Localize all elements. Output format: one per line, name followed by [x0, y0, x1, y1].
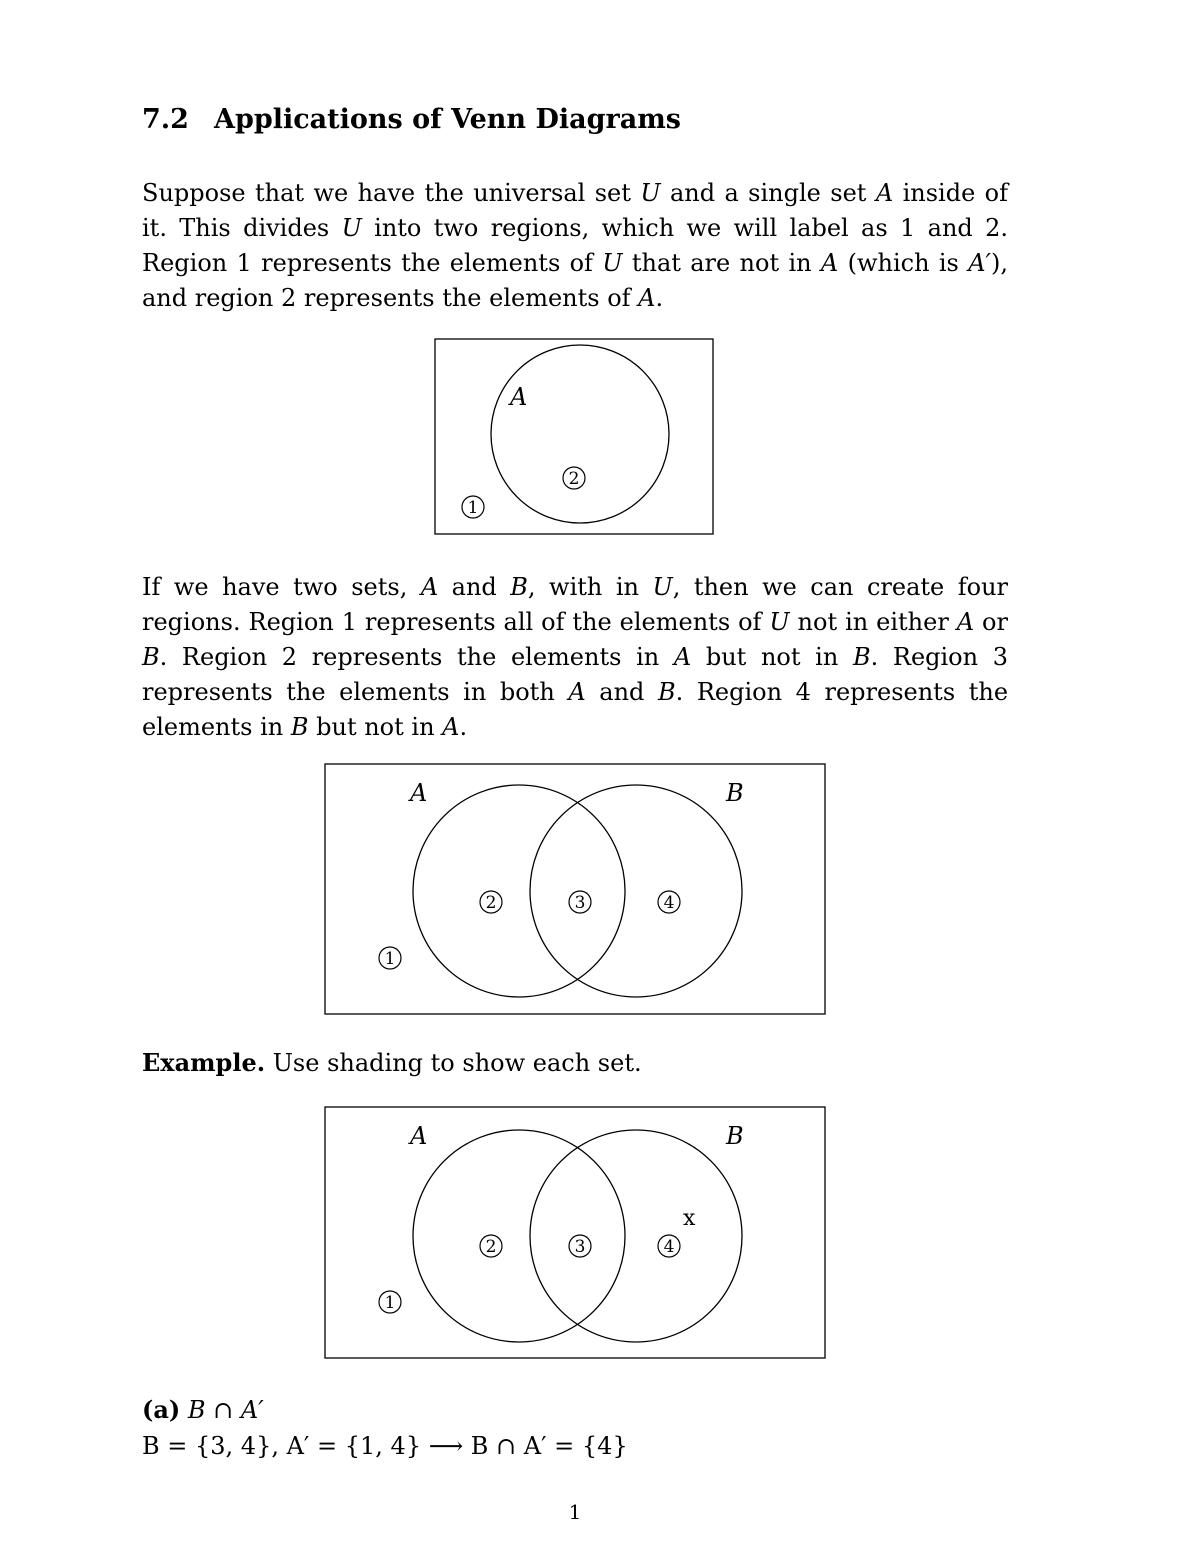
set-a-label: A [410, 779, 428, 807]
example-line [142, 1048, 642, 1077]
set-b-circle [530, 1130, 742, 1342]
svg-text:3: 3 [574, 893, 586, 913]
page-number: 1 [568, 1500, 582, 1524]
svg-text:4: 4 [663, 893, 675, 913]
region-4-marker [658, 891, 680, 913]
part-a-expression: B ∩ A′ [187, 1396, 264, 1424]
section-number: 7.2 [142, 104, 189, 135]
intro-paragraph: Suppose that we have the universal set U and a single set A inside of it. This divides U into two regions, which we will label as 1 and 2. Region 1 represents the elements of U that are not in A (which is A′), and region 2 represents the elements of A. [142, 179, 1009, 312]
universal-set-box [325, 1107, 825, 1358]
region-1-marker [462, 496, 484, 518]
svg-text:1: 1 [384, 1293, 396, 1313]
venn-diagram-example [324, 1106, 827, 1360]
set-b-label: B [726, 1122, 744, 1150]
svg-text:1: 1 [384, 949, 396, 969]
region-1-marker [379, 947, 401, 969]
set-a-circle [491, 345, 669, 523]
example-label: Example. [142, 1048, 266, 1077]
region-3-marker [569, 891, 591, 913]
svg-text:2: 2 [568, 469, 580, 489]
region-2-marker [480, 1235, 502, 1257]
region-2-marker [563, 467, 585, 489]
region-2-marker [480, 891, 502, 913]
venn-diagram-two-sets [324, 763, 827, 1016]
region-3-marker [569, 1235, 591, 1257]
set-b-label: B [726, 779, 744, 807]
part-a [142, 1392, 628, 1464]
set-b-circle [530, 785, 742, 997]
part-a-prompt [142, 1392, 628, 1428]
region-1-marker [379, 1291, 401, 1313]
section-heading [142, 104, 681, 135]
svg-text:4: 4 [663, 1237, 675, 1257]
set-a-label: A [410, 1122, 428, 1150]
svg-text:2: 2 [485, 1237, 497, 1257]
two-sets-paragraph: If we have two sets, A and B, with in U, then we can create four regions. Region 1 represents all of the elements of U not in either A or B. Region 2 represents the elements in A but not in B. Region 3 represents the elements in both A and B. Region 4 represents the elements in B but not in A. [142, 573, 1009, 741]
section-title: Applications of Venn Diagrams [214, 104, 681, 135]
part-a-work: B = {3, 4}, A′ = {1, 4} ⟶ B ∩ A′ = {4} [142, 1432, 628, 1460]
svg-text:3: 3 [574, 1237, 586, 1257]
example-text: Use shading to show each set. [265, 1049, 642, 1077]
region-4-marker [658, 1235, 680, 1257]
svg-text:2: 2 [485, 893, 497, 913]
part-a-label: (a) [142, 1395, 181, 1424]
svg-text:1: 1 [467, 498, 479, 518]
region-4-x-mark: x [683, 1206, 696, 1231]
set-a-label: A [510, 383, 528, 411]
venn-diagram-one-set [434, 338, 715, 536]
set-a-circle [413, 785, 625, 997]
set-a-circle [413, 1130, 625, 1342]
